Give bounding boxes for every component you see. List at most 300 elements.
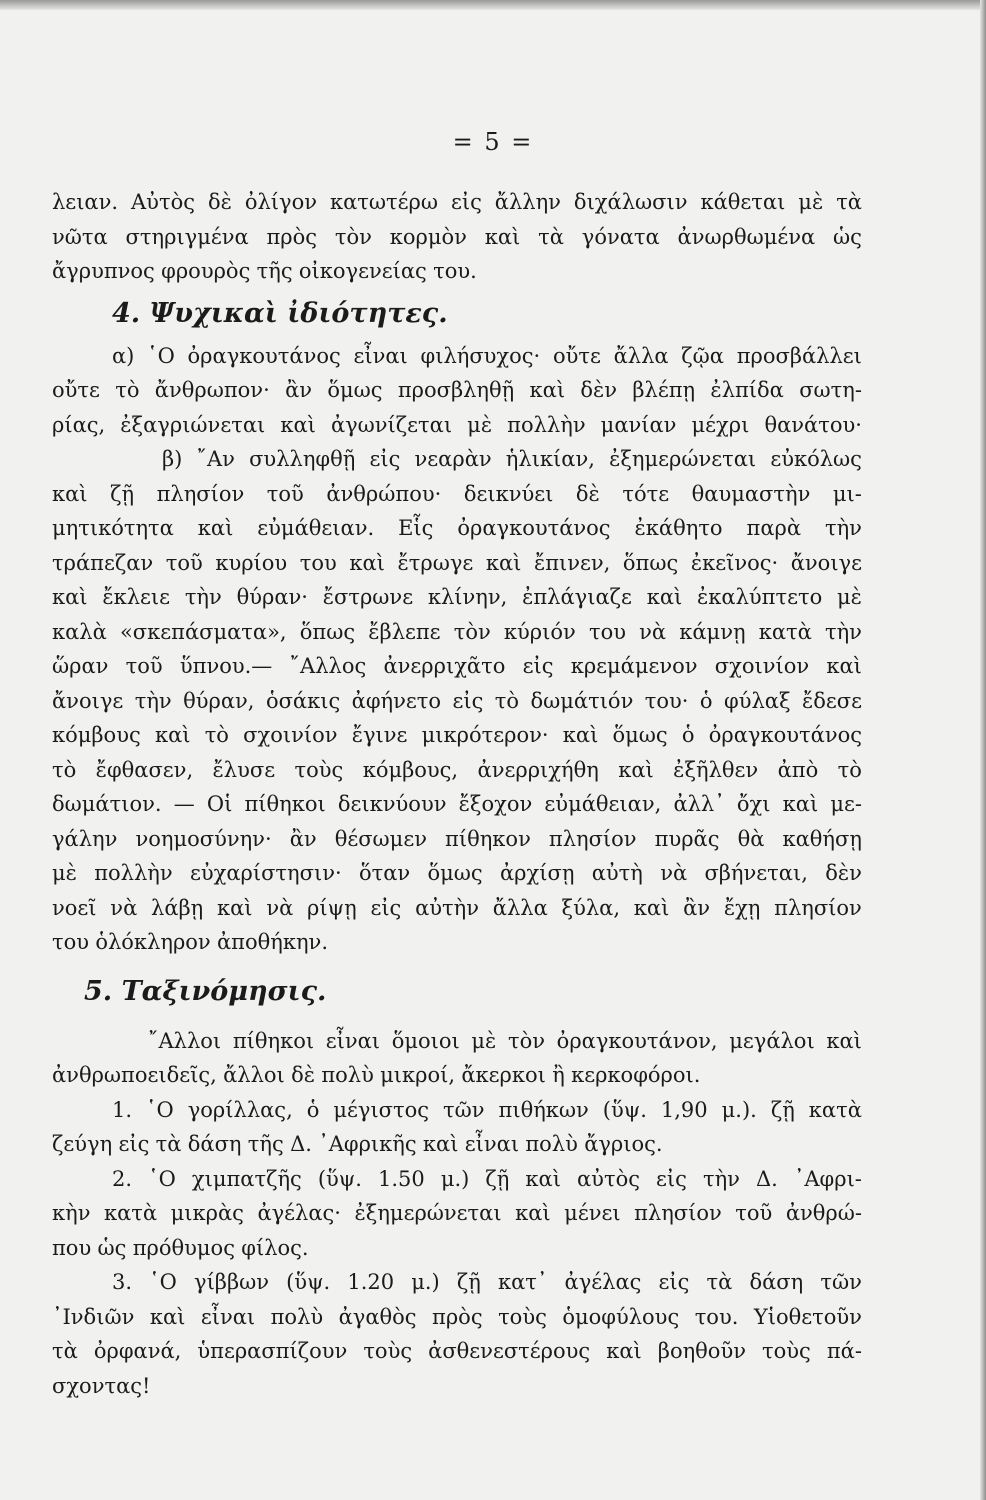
word: Εἷς	[398, 516, 434, 540]
text-line	[52, 1196, 862, 1231]
word: τῶν	[820, 1270, 862, 1294]
word: μὲ	[471, 1028, 497, 1053]
word: καὶ	[646, 585, 683, 609]
word: αὐτὸς	[577, 1166, 640, 1191]
word: 3.	[112, 1270, 133, 1294]
word: τὴν	[824, 619, 862, 644]
word: γόνατα	[581, 224, 660, 249]
word: ὁ	[681, 723, 695, 747]
word: ὕπνου.—	[179, 654, 273, 678]
word: μένει	[564, 1201, 621, 1225]
word: με-	[830, 792, 862, 816]
word: ᾽Ινδιῶν	[52, 1304, 135, 1329]
word: ζῇ	[110, 481, 135, 506]
text-line	[52, 787, 862, 822]
word: πίθηκοι	[232, 1028, 315, 1053]
word: ἄγρυπνος	[52, 259, 155, 283]
word: δὲν	[580, 378, 618, 402]
word: πιθήκων	[498, 1097, 589, 1122]
word: Αὐτὸς	[131, 190, 195, 214]
word: πίθηκοι	[244, 792, 326, 816]
word: μικρὰς	[170, 1201, 244, 1225]
word: πολὺ	[525, 1132, 578, 1156]
word: δεικνύει	[463, 481, 554, 506]
word: γάλην	[52, 826, 118, 851]
word: τὴν	[134, 688, 172, 713]
text-line	[52, 477, 862, 512]
text-line	[52, 1093, 862, 1128]
word: 2.	[112, 1166, 133, 1191]
text-line	[52, 220, 862, 255]
word: εἶναι	[464, 1132, 520, 1156]
word: οὔτε	[52, 378, 100, 402]
word: δωμάτιόν	[530, 688, 634, 713]
word: ὀραγκουτάνος	[457, 516, 611, 540]
word: καὶ	[149, 1304, 186, 1329]
word: τὸ	[204, 723, 229, 747]
word: καὶ	[52, 585, 88, 609]
word: ἐξαγριώνεται	[120, 412, 266, 437]
word: ὁ	[699, 688, 713, 713]
word: μ.)	[440, 1166, 470, 1191]
word: θὰ	[737, 826, 765, 851]
word: κόμβους,	[362, 757, 459, 782]
word: (ὕψ.	[317, 1166, 362, 1191]
word: καὶ	[525, 1166, 561, 1191]
text-line	[52, 1058, 862, 1093]
text-line	[52, 511, 862, 546]
word: τὸ	[115, 378, 140, 402]
text-line	[52, 546, 862, 581]
word: ἔπινεν,	[533, 550, 611, 575]
word: ἂν	[285, 378, 313, 402]
word: ἀνθρωποειδεῖς,	[52, 1063, 217, 1087]
word: τὸ	[52, 757, 77, 782]
word: καὶ	[633, 895, 670, 920]
page-text	[52, 185, 862, 1403]
section-heading-5: 5. Ταξινόμησις.	[84, 975, 327, 1007]
word: ἔξοχον	[458, 792, 533, 816]
word: πολὺ	[321, 1063, 374, 1087]
text-line	[52, 718, 862, 753]
word: κρεμάμενον	[570, 654, 698, 678]
text-line	[52, 185, 862, 220]
word: ἄλλα	[492, 895, 548, 920]
word: δάση	[187, 1132, 242, 1156]
word: ῎Αν	[196, 447, 235, 471]
word: αὐτὴν	[415, 895, 479, 920]
word: ἔτρωγε	[397, 550, 474, 575]
word: τοὺς	[363, 1339, 413, 1363]
word: ἔφθασεν,	[95, 757, 194, 782]
word: ὅμοιοι	[391, 1028, 460, 1053]
word: κόμβους	[52, 723, 141, 747]
text-line	[52, 1127, 862, 1162]
word: Δ.	[290, 1132, 312, 1156]
word: ἀνωρθωμένα	[677, 224, 816, 249]
word: μ.).	[721, 1097, 757, 1122]
word: καὶ	[484, 224, 521, 249]
word: ἢ	[552, 1063, 565, 1087]
word: τὰ	[52, 1339, 78, 1363]
word: πρόθυμος	[132, 1235, 235, 1260]
word: καὶ	[52, 481, 88, 506]
word: ὁ	[306, 1097, 320, 1122]
word: δὲ	[575, 481, 600, 506]
text-line	[52, 1231, 862, 1266]
word: γίββων	[194, 1270, 269, 1294]
word: ρίψῃ	[307, 895, 357, 920]
word: βλέπῃ	[632, 378, 696, 402]
word: τοῦ	[266, 481, 304, 506]
word: τὸν	[334, 224, 372, 249]
word: καὶ	[217, 895, 253, 920]
word: πά-	[826, 1339, 862, 1363]
word: μὲ	[467, 412, 493, 437]
word: ὥραν	[52, 654, 109, 678]
word: δὲ	[291, 1063, 316, 1087]
word: πολλὴν	[94, 861, 173, 885]
text-line	[52, 442, 862, 477]
word: μικροί,	[380, 1063, 456, 1087]
word: κατὰ	[758, 619, 812, 644]
page-number: = 5 =	[452, 128, 534, 156]
word: εὐκόλως	[770, 447, 862, 471]
word: τοῦ	[165, 550, 203, 575]
word: ἀγέλας·	[257, 1201, 341, 1225]
word: ῾Ο	[147, 343, 175, 368]
word: ἔστρωνε	[322, 585, 414, 609]
word: Οἱ	[206, 792, 233, 816]
word: 1,90	[660, 1097, 708, 1122]
word: πρὸς	[432, 1304, 483, 1329]
word: τὰ	[836, 190, 862, 214]
word: ἄνοιγε	[52, 688, 124, 713]
word: δάση	[749, 1270, 804, 1294]
text-line	[52, 891, 862, 926]
word: εἰς	[522, 654, 554, 678]
word: φίλος.	[241, 1235, 309, 1260]
word: εἰς	[450, 190, 482, 214]
word: λάβῃ	[151, 895, 204, 920]
word: καὶ	[197, 516, 234, 540]
word: ὁμοφύλους	[562, 1304, 680, 1329]
word: ζῇ	[770, 1097, 795, 1122]
word: δωμάτιον.	[52, 792, 162, 816]
text-line	[52, 822, 862, 857]
word: ἂν	[289, 826, 317, 851]
word: ζῇ	[485, 1166, 510, 1191]
word: καὶ	[154, 723, 191, 747]
word: κορμὸν	[389, 224, 467, 249]
word: μι-	[832, 481, 862, 506]
word: θαυμαστὴν	[691, 481, 811, 506]
word: ἂν	[683, 895, 711, 920]
word: τότε	[622, 481, 670, 506]
word: ἔχῃ	[723, 895, 761, 920]
word: νῶτα	[52, 224, 108, 249]
word: του.	[433, 259, 477, 283]
word: καλὰ	[52, 619, 107, 644]
word: ἀνερριχᾶτο	[383, 654, 506, 678]
word: κατὰ	[104, 1201, 158, 1225]
word: εἰς	[452, 688, 484, 713]
word: ὀρφανά,	[93, 1339, 182, 1363]
word: εἰς	[658, 1270, 690, 1294]
word: α)	[112, 343, 135, 368]
word: καὶ	[515, 1201, 551, 1225]
word: τὰ	[155, 1132, 182, 1156]
word: κλίνην,	[427, 585, 508, 609]
word: ἀλλ᾽	[673, 792, 725, 816]
word: θύραν·	[236, 585, 308, 609]
word: εἶναι	[200, 1304, 256, 1329]
text-line	[52, 373, 862, 408]
word: βοηθοῦν	[657, 1339, 746, 1363]
word: εἰς	[370, 895, 402, 920]
word: οἰκογενείας	[298, 259, 427, 283]
word: μικρότερον·	[421, 723, 549, 747]
word: νὰ	[639, 619, 667, 644]
text-line	[52, 1300, 862, 1335]
word: καὶ	[826, 1028, 862, 1053]
text-line	[52, 649, 862, 684]
word: ἐξημερώνεται	[609, 447, 757, 471]
word: ἔλυσε	[212, 757, 276, 782]
word: κάμνῃ	[679, 619, 746, 644]
word: κατωτέρω	[329, 190, 438, 214]
word: πρὸς	[266, 224, 318, 249]
word: κυρίου	[215, 550, 288, 575]
word: —	[173, 792, 195, 816]
word: ἐπλάγιαζε	[522, 585, 632, 609]
word: ἀγωνίζεται	[330, 412, 453, 437]
word: σχοντας!	[52, 1373, 151, 1398]
word: ὀραγκουτάνον,	[556, 1028, 718, 1053]
word: ῾Ο	[146, 1097, 174, 1122]
word: δὲ	[207, 190, 232, 214]
word: καὶ	[529, 378, 566, 402]
text-line	[52, 684, 862, 719]
word: φιλήσυχος·	[420, 343, 541, 368]
word: αὐτὴ	[591, 861, 643, 885]
word: του	[588, 619, 626, 644]
word: εὐμάθειαν.	[257, 516, 375, 540]
word: κατ᾽	[497, 1270, 548, 1294]
word: ἄγριος.	[584, 1132, 663, 1156]
word: τοῦ	[735, 1201, 773, 1225]
word: ὡς	[97, 1235, 127, 1260]
word: ἡλικίαν,	[505, 447, 595, 471]
word: μητικότητα	[52, 516, 174, 540]
text-line	[52, 925, 862, 960]
word: ρίας,	[52, 412, 106, 437]
word: εἰς	[656, 1166, 687, 1191]
word: πολὺ	[270, 1304, 324, 1329]
word: ζῷα	[681, 343, 724, 368]
word: δὲν	[825, 861, 862, 885]
word: πυρᾶς	[654, 826, 720, 851]
word: τὸν	[453, 619, 491, 644]
word: ἄλλα	[613, 343, 669, 368]
word: καὶ	[826, 654, 862, 678]
word: ἐκεῖνος·	[690, 550, 779, 575]
word: στηριγμένα	[125, 224, 249, 249]
word: ὅταν	[358, 861, 411, 885]
word: προσβληθῇ	[397, 378, 515, 402]
word: ἔβλεπε	[368, 619, 441, 644]
word: τὰ	[706, 1270, 733, 1294]
word: κερκοφόροι.	[571, 1063, 701, 1087]
word: πολλὴν	[507, 412, 586, 437]
word: τὸ	[494, 688, 520, 713]
word: θανάτου·	[764, 412, 862, 437]
word: ἔδεσε	[801, 688, 862, 713]
word: ἀγέλας	[564, 1270, 642, 1294]
word: ἀσθενεστέρους	[428, 1339, 591, 1363]
word: οὔτε	[552, 343, 601, 368]
word: τοῦ	[125, 654, 163, 678]
word: διχάλωσιν	[573, 190, 688, 214]
word: μεγάλοι	[729, 1028, 815, 1053]
word: ᾽Αφρικῆς	[318, 1132, 417, 1156]
word: πλησίον	[548, 826, 637, 851]
word: τὸν	[507, 1028, 546, 1053]
word: δεικνύουν	[337, 792, 447, 816]
page-top-edge	[0, 0, 986, 10]
word: χιμπατζῆς	[191, 1166, 302, 1191]
text-line	[52, 408, 862, 443]
word: ἀγαθὸς	[338, 1304, 417, 1329]
word: ῾Ο	[148, 1166, 176, 1191]
word: του.	[694, 1304, 739, 1329]
word: του	[52, 930, 90, 954]
section-heading-4: 4. Ψυχικαὶ ἰδιότητες.	[112, 297, 448, 329]
text-line	[52, 856, 862, 891]
word: ἀνθρώπου·	[326, 481, 442, 506]
word: τὴν	[702, 1166, 740, 1191]
word: ἄνθρωπον·	[154, 378, 270, 402]
word: μανίαν	[600, 412, 677, 437]
word: καὶ	[280, 412, 316, 437]
word: ἔκλειε	[102, 585, 171, 609]
word: ζῇ	[456, 1270, 481, 1294]
word: κύριόν	[503, 619, 576, 644]
word: λειαν.	[52, 190, 119, 214]
word: πλησίον	[156, 481, 245, 506]
word: εἰς	[369, 447, 401, 471]
word: που	[52, 1235, 92, 1260]
word: ὀλίγον	[244, 190, 317, 214]
word: τὴν	[184, 585, 222, 609]
word: καὶ	[618, 757, 654, 782]
word: καὶ	[562, 723, 599, 747]
text-line	[52, 615, 862, 650]
text-line	[52, 1265, 862, 1300]
word: 1.	[112, 1097, 133, 1122]
text-line	[52, 1334, 862, 1369]
word: ἄλλην	[494, 190, 561, 214]
word: μ.)	[411, 1270, 440, 1294]
word: καὶ	[782, 792, 819, 816]
word: του	[299, 550, 337, 575]
word: ὅμως	[427, 861, 483, 885]
word: β)	[162, 447, 183, 471]
word: τοὺς	[294, 757, 344, 782]
word: ἔγινε	[351, 723, 408, 747]
word: του·	[644, 688, 689, 713]
word: νεαρὰν	[414, 447, 492, 471]
word: ὑπερασπίζουν	[197, 1339, 348, 1363]
word: ᾽Αφρι-	[793, 1166, 862, 1191]
word: ἄκερκοι	[461, 1063, 546, 1087]
text-line	[52, 1024, 862, 1059]
word: ἐξῆλθεν	[673, 757, 759, 782]
word: μὲ	[837, 585, 862, 609]
word: σχοινίον	[714, 654, 810, 678]
word: καθήσῃ	[782, 826, 862, 851]
word: ῾Ο	[149, 1270, 177, 1294]
word: ὄχι	[736, 792, 771, 816]
word: ἄλλοι	[223, 1063, 285, 1087]
word: πλησίον	[774, 895, 862, 920]
word: ἐξημερώνεται	[354, 1201, 502, 1225]
word: τῶν	[443, 1097, 485, 1122]
word: γορίλλας,	[187, 1097, 293, 1122]
word: σβήνεται,	[704, 861, 808, 885]
word: ἀρχίσῃ	[500, 861, 575, 885]
word: εὐχαρίστησιν·	[189, 861, 342, 885]
word: «σκεπάσματα»,	[119, 619, 287, 644]
word: ὀραγκουτάνος	[187, 343, 341, 368]
text-line	[52, 1162, 862, 1197]
word: ἐλπίδα	[710, 378, 784, 402]
word: νὰ	[660, 861, 688, 885]
word: σωτη-	[799, 378, 862, 402]
word: καὶ	[485, 550, 522, 575]
word: καὶ	[606, 1339, 642, 1363]
text-line	[52, 254, 862, 289]
word: ἄνοιγε	[790, 550, 862, 575]
word: προσβάλλει	[736, 343, 862, 368]
text-line	[52, 1369, 862, 1404]
word: καὶ	[349, 550, 385, 575]
word: πλησίον	[634, 1201, 722, 1225]
word: πίθηκον	[445, 826, 531, 851]
word: θέσωμεν	[334, 826, 427, 851]
word: τὸ	[837, 757, 862, 782]
word: 1.50	[378, 1166, 425, 1191]
word: ἀνθρώ-	[785, 1201, 862, 1225]
word: ὡς	[833, 224, 862, 249]
word: τοὺς	[498, 1304, 547, 1329]
word: ὁσάκις	[265, 688, 341, 713]
word: νὰ	[266, 895, 294, 920]
word: τράπεζαν	[52, 550, 154, 575]
text-line	[52, 580, 862, 615]
word: εἶναι	[325, 1028, 381, 1053]
word: ῎Αλλος	[289, 654, 367, 678]
word: μέγιστος	[333, 1097, 430, 1122]
word: φρουρὸς	[161, 259, 251, 283]
word: ξύλα,	[561, 895, 621, 920]
word: τῆς	[256, 259, 293, 283]
word: φύλαξ	[724, 688, 791, 713]
word: ἀπὸ	[777, 757, 819, 782]
word: τῆς	[247, 1132, 284, 1156]
word: μὲ	[52, 861, 77, 885]
word: μέχρι	[691, 412, 750, 437]
